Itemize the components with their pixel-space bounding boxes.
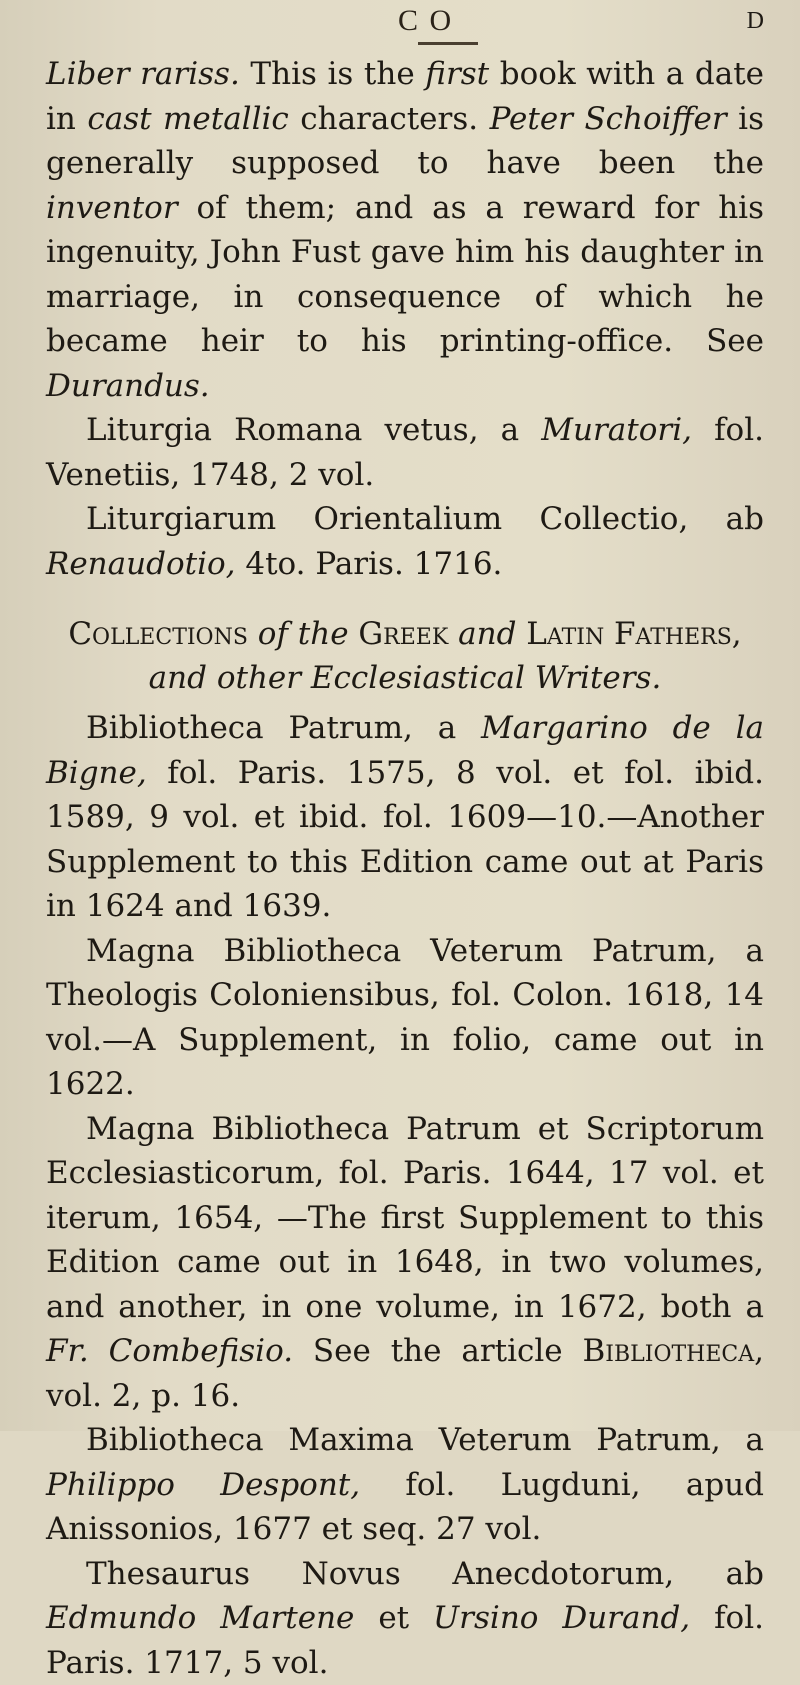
entry-lead: Liber rariss.	[46, 56, 240, 92]
entry-thesaurus-novus	[46, 1552, 764, 1685]
section-heading	[46, 612, 764, 700]
heading-part: of	[248, 616, 298, 652]
entry-text: fol. Venetiis, 1748, 2 vol.	[46, 412, 764, 493]
page-number: D	[747, 8, 764, 35]
entry-emphasis: inventor	[46, 190, 178, 226]
header-rule	[418, 42, 478, 45]
entry-text: is generally supposed to have been the	[46, 101, 764, 182]
entry-text: fol. Paris. 1575, 8 vol. et fol. ibid. 1589, 9 vol. et ibid. fol. 1609—10.—Another Supplement to this Edition came out at Paris in 1624 and 1639.	[46, 755, 764, 925]
entry-text: Magna Bibliotheca Patrum et Scriptorum Ecclesiasticorum, fol. Paris. 1644, 17 vol. et iterum, 1654, —The first Supplement to this Edition came out in 1648, in two volumes, and another, in one volume, in 1672, both a	[46, 1111, 764, 1325]
entry-text: Liturgia Romana vetus, a	[86, 412, 541, 448]
text-body	[46, 52, 764, 1685]
entry-emphasis: Muratori,	[541, 412, 692, 448]
page-header	[46, 0, 764, 52]
entry-liturgiarum-orientalium	[46, 497, 764, 586]
entry-cross-reference: Bibliotheca	[583, 1333, 755, 1369]
entry-text: characters.	[289, 101, 490, 137]
entry-text: Bibliotheca Patrum, a	[86, 710, 481, 746]
entry-magna-bibliotheca-veterum	[46, 929, 764, 1107]
entry-emphasis: cast metallic	[87, 101, 288, 137]
signature-mark: C O	[398, 4, 453, 38]
heading-part: Greek	[349, 616, 459, 652]
heading-part: and	[458, 616, 516, 652]
entry-emphasis: first	[425, 56, 489, 92]
heading-part: Latin Fathers,	[516, 616, 741, 652]
entry-text: et	[354, 1600, 433, 1636]
entry-bibliotheca-patrum	[46, 706, 764, 929]
entry-text: Bibliotheca Maxima Veterum Patrum, a	[86, 1422, 764, 1458]
entry-liber-rariss	[46, 52, 764, 408]
entry-emphasis: Philippo Despont,	[46, 1467, 360, 1503]
heading-part: the	[298, 616, 349, 652]
section-subheading: and other Ecclesiastical Writers.	[46, 656, 764, 700]
entry-bibliotheca-maxima	[46, 1418, 764, 1552]
entry-text: See the article	[293, 1333, 582, 1369]
entry-magna-bibliotheca-scriptorum	[46, 1107, 764, 1419]
heading-part: Collections	[68, 616, 248, 652]
entry-liturgia-romana	[46, 408, 764, 497]
entry-emphasis: Durandus.	[46, 368, 210, 404]
entry-emphasis: Renaudotio,	[46, 546, 236, 582]
entry-emphasis: Fr. Combefisio.	[46, 1333, 293, 1369]
entry-text: fol. Lugduni, apud Anissonios, 1677 et seq. 27 vol.	[46, 1467, 764, 1548]
entry-text: Magna Bibliotheca Veterum Patrum, a Theologis Coloniensibus, fol. Colon. 1618, 14 vol.—A Supplement, in folio, came out in 1622.	[46, 933, 764, 1103]
entry-emphasis: Margarino de la Bigne,	[46, 710, 764, 791]
entry-text: Liturgiarum Orientalium Collectio, ab	[86, 501, 764, 537]
entry-emphasis: Ursino Durand,	[433, 1600, 690, 1636]
section-heading-title	[46, 612, 764, 656]
entry-emphasis: Edmundo Martene	[46, 1600, 354, 1636]
entry-emphasis: Peter Schoiffer	[490, 101, 727, 137]
entry-text: fol. Paris. 1717, 5 vol.	[46, 1600, 764, 1681]
entry-text: of them; and as a reward for his ingenuity, John Fust gave him his daughter in marriage, in consequence of which he became heir to his printing-office. See	[46, 190, 764, 360]
entry-text: 4to. Paris. 1716.	[236, 546, 503, 582]
entry-text: , vol. 2, p. 16.	[46, 1333, 764, 1414]
entry-text: This is the	[240, 56, 425, 92]
entry-text: book with a date in	[46, 56, 764, 137]
entry-text: Thesaurus Novus Anecdotorum, ab	[86, 1556, 764, 1592]
